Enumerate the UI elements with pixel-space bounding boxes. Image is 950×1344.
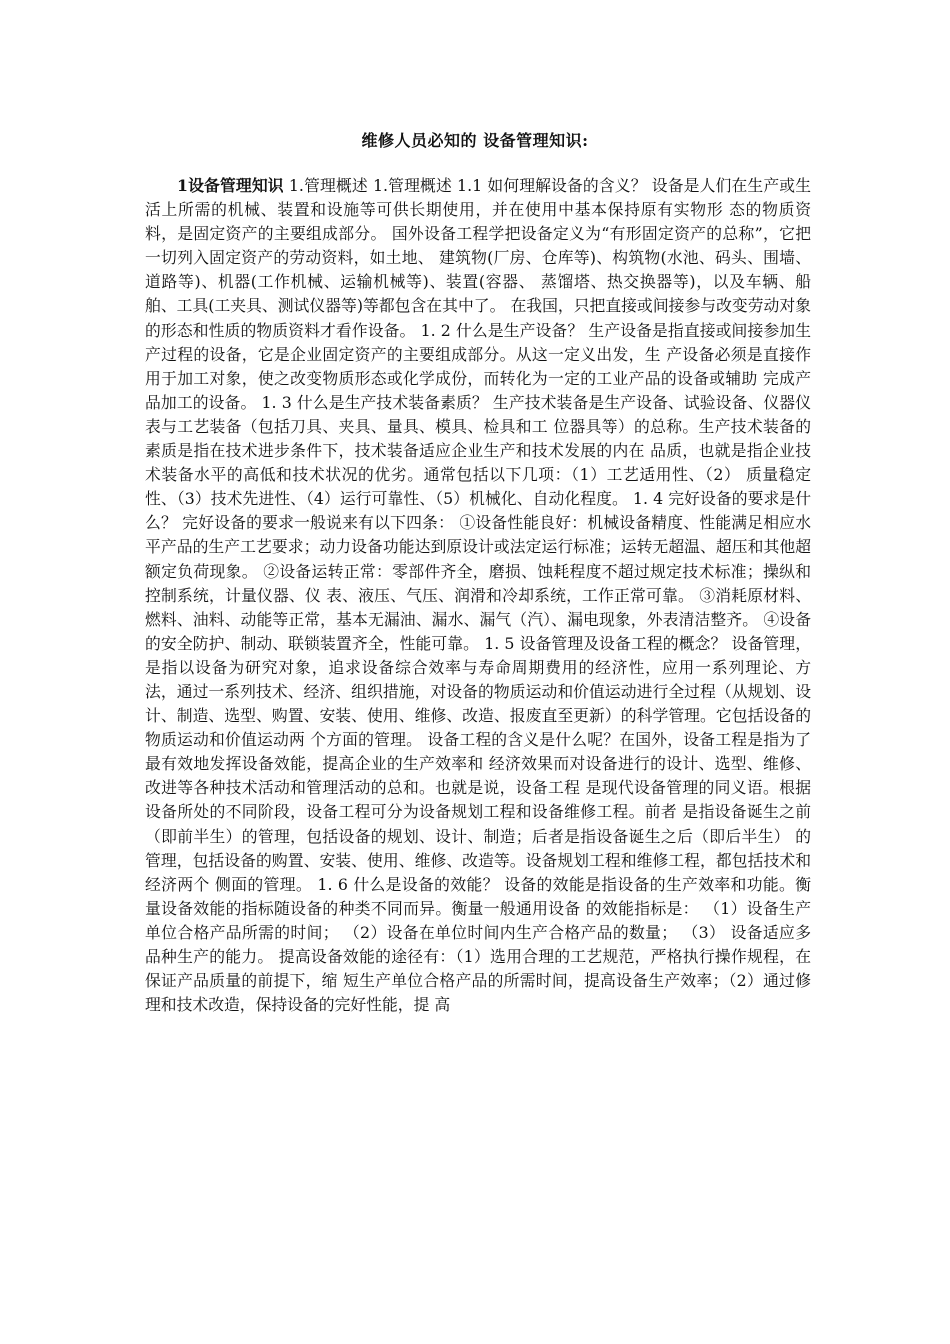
body-text: 1.管理概述 1.管理概述 1.1 如何理解设备的含义？ 设备是人们在生产或生活上所需的机械、装置和设施等可供长期使用，并在使用中基本保持原有实物形 态的物质资料，是固定资产的主要组成部分。 国外设备工程学把设备定义为“有形固定资产的总称”，它把一切列入固定资产的劳动资料，如土地、 建筑物(厂房、仓库等)、构筑物(水池、码头、围墙、道路等)、机器(工作机械、运输机械等)、装置(容器、 蒸馏塔、热交换器等)，以及车辆、船舶、工具(工夹具、测试仪器等)等都包含在其中了。 在我国，只把直接或间接参与改变劳动对象的形态和性质的物质资料才看作设备。 1. 2 什么是生产设备？ 生产设备是指直接或间接参加生产过程的设备，它是企业固定资产的主要组成部分。从这一定义出发，生 产设备必须是直接作用于加工对象，使之改变物质形态或化学成份，而转化为一定的工业产品的设备或辅助 完成产品加工的设备。 1. 3 什么是生产技术装备素质？ 生产技术装备是生产设备、试验设备、仪器仪表与工艺装备（包括刀具、夹具、量具、模具、检具和工 位器具等）的总称。生产技术装备的素质是指在技术进步条件下，技术装备适应企业生产和技术发展的内在 品质，也就是指企业技术装备水平的高低和技术状况的优劣。通常包括以下几项：（1）工艺适用性、（2） 质量稳定性、（3）技术先进性、（4）运行可靠性、（5）机械化、自动化程度。 1. 4 完好设备的要求是什么？ 完好设备的要求一般说来有以下四条： ①设备性能良好：机械设备精度、性能满足相应水平产品的生产工艺要求；动力设备功能达到原设计或法定运行标准；运转无超温、超压和其他超额定负荷现象。 ②设备运转正常：零部件齐全，磨损、蚀耗程度不超过规定技术标准；操纵和控制系统，计量仪器、仪 表、液压、气压、润滑和冷却系统，工作正常可靠。 ③消耗原材料、燃料、油料、动能等正常，基本无漏油、漏水、漏气（汽）、漏电现象，外表清洁整齐。 ④设备的安全防护、制动、联锁装置齐全，性能可靠。 1. 5 设备管理及设备工程的概念？ 设备管理，是指以设备为研究对象，追求设备综合效率与寿命周期费用的经济性，应用一系列理论、方 法，通过一系列技术、经济、组织措施，对设备的物质运动和价值运动进行全过程（从规划、设计、制造、选型、购置、安装、使用、维修、改造、报废直至更新）的科学管理。它包括设备的物质运动和价值运动两 个方面的管理。 设备工程的含义是什么呢？在国外，设备工程是指为了最有效地发挥设备效能，提高企业的生产效率和 经济效果而对设备进行的设计、选型、维修、改进等各种技术活动和管理活动的总和。也就是说，设备工程 是现代设备管理的同义语。根据设备所处的不同阶段，设备工程可分为设备规划工程和设备维修工程。前者 是指设备诞生之前（即前半生）的管理，包括设备的规划、设计、制造；后者是指设备诞生之后（即后半生） 的管理，包括设备的购置、安装、使用、维修、改造等。设备规划工程和维修工程，都包括技术和经济两个 侧面的管理。 1. 6 什么是设备的效能？ 设备的效能是指设备的生产效率和功能。衡量设备效能的指标随设备的种类不同而异。衡量一般通用设备 的效能指标是： （1）设备生产单位合格产品所需的时间； （2）设备在单位时间内生产合格产品的数量； （3） 设备适应多品种生产的能力。 提高设备效能的途径有：（1）选用合理的工艺规范，严格执行操作规程，在保证产品质量的前提下，缩 短生产单位合格产品的所需时间，提高设备生产效率；（2）通过修理和技术改造，保持设备的完好性能，提 高 <box>145 176 811 1015</box>
section-heading: 1设备管理知识 <box>177 176 284 195</box>
document-body <box>145 174 811 1017</box>
document-title: 维修人员必知的 设备管理知识: <box>361 131 589 150</box>
